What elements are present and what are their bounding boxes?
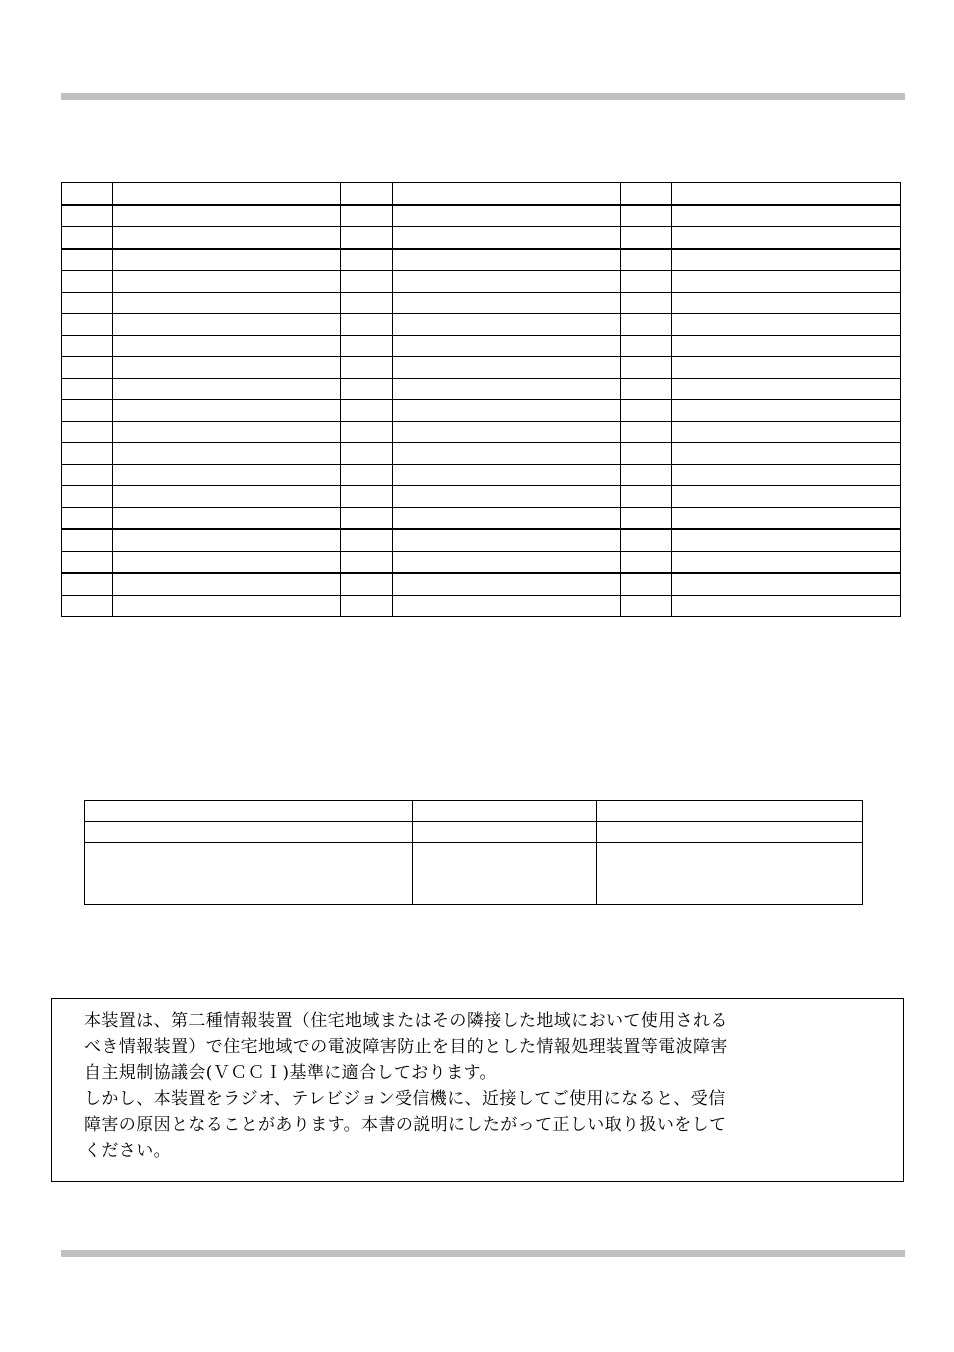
table-row [85,822,863,843]
table-row [62,421,901,443]
table-cell [62,486,113,508]
table-cell [341,464,393,486]
table-cell [113,183,341,205]
table-cell [413,843,597,905]
table-cell [85,822,413,843]
table-cell [341,205,393,227]
table-cell [113,443,341,465]
table-cell [393,378,621,400]
notice-line: 自主規制協議会(ＶＣＣＩ)基準に適合しております。 [84,1063,497,1083]
notice-line: ください。 [84,1141,171,1161]
table-row [62,292,901,314]
table-row [62,357,901,379]
table-cell [62,292,113,314]
table-cell [62,443,113,465]
table-cell [672,443,901,465]
table-cell [672,335,901,357]
table-cell [621,357,672,379]
table-cell [621,551,672,573]
table-cell [393,464,621,486]
table-row [62,443,901,465]
table-cell [672,314,901,336]
table-cell [393,335,621,357]
table-cell [341,421,393,443]
table-row [62,227,901,249]
table-cell [341,249,393,271]
table-cell [393,595,621,617]
table-cell [621,486,672,508]
table-cell [621,595,672,617]
table-row [62,486,901,508]
table-cell [393,183,621,205]
table-cell [393,400,621,422]
table-row [62,595,901,617]
table-cell [341,271,393,293]
table-cell [62,335,113,357]
table-cell [113,464,341,486]
table-cell [672,271,901,293]
table-cell [393,227,621,249]
table-cell [341,551,393,573]
table-cell [672,400,901,422]
table-cell [621,314,672,336]
spec-table [84,800,863,905]
table-cell [393,507,621,529]
table-cell [341,573,393,595]
table-cell [341,595,393,617]
table-cell [113,357,341,379]
table-cell [62,529,113,551]
table-cell [672,551,901,573]
table-row [62,249,901,271]
table-cell [621,400,672,422]
table-cell [113,227,341,249]
table-cell [62,227,113,249]
header-rule [61,93,905,100]
table-cell [672,205,901,227]
table-cell [113,205,341,227]
table-cell [672,292,901,314]
notice-line: 本装置は、第二種情報装置（住宅地域またはその隣接した地域において使用される [84,1011,728,1031]
table-row [85,801,863,822]
table-row [62,507,901,529]
table-cell [113,595,341,617]
table-row [85,843,863,905]
table-cell [341,400,393,422]
blank-grid-table [61,182,901,617]
table-cell [393,443,621,465]
table-cell [672,464,901,486]
table-cell [621,529,672,551]
table-cell [621,292,672,314]
table-cell [393,421,621,443]
table-cell [393,357,621,379]
table-cell [113,529,341,551]
table-cell [393,249,621,271]
table-cell [621,227,672,249]
table-cell [62,378,113,400]
table-cell [393,292,621,314]
table-cell [672,529,901,551]
vcci-notice-box [51,998,904,1182]
table-cell [621,249,672,271]
table-cell [341,507,393,529]
footer-rule [61,1250,905,1257]
table-cell [621,183,672,205]
table-cell [621,271,672,293]
table-cell [672,357,901,379]
table-cell [393,486,621,508]
table-row [62,464,901,486]
table-cell [621,378,672,400]
table-cell [341,183,393,205]
table-cell [62,271,113,293]
table-cell [113,271,341,293]
table-row [62,529,901,551]
table-row [62,551,901,573]
table-cell [113,551,341,573]
table-row [62,378,901,400]
table-cell [62,551,113,573]
table-cell [62,205,113,227]
table-row [62,205,901,227]
table-cell [113,292,341,314]
vcci-notice-text [84,1008,744,1164]
table-row [62,400,901,422]
table-cell [672,227,901,249]
table-cell [341,378,393,400]
table-row [62,271,901,293]
table-cell [621,205,672,227]
table-cell [597,843,863,905]
table-row [62,573,901,595]
table-cell [62,507,113,529]
table-row [62,314,901,336]
table-cell [341,486,393,508]
table-cell [62,183,113,205]
table-cell [621,421,672,443]
table-cell [393,529,621,551]
table-cell [621,464,672,486]
table-cell [113,573,341,595]
table-cell [621,443,672,465]
table-cell [672,486,901,508]
table-cell [672,249,901,271]
table-cell [113,314,341,336]
table-cell [85,843,413,905]
table-cell [621,507,672,529]
table-cell [85,801,413,822]
table-cell [341,314,393,336]
table-cell [62,464,113,486]
table-cell [672,595,901,617]
table-cell [113,486,341,508]
table-cell [393,271,621,293]
table-cell [393,314,621,336]
table-cell [621,573,672,595]
table-cell [341,529,393,551]
table-cell [62,249,113,271]
table-cell [672,507,901,529]
table-cell [113,507,341,529]
table-cell [672,183,901,205]
table-cell [113,421,341,443]
notice-line: 障害の原因となることがあります。本書の説明にしたがって正しい取り扱いをして [84,1115,727,1135]
table-cell [672,573,901,595]
table-cell [62,595,113,617]
table-cell [393,551,621,573]
table-cell [393,573,621,595]
table-cell [62,357,113,379]
notice-line: しかし、本装置をラジオ、テレビジョン受信機に、近接してご使用になると、受信 [84,1089,726,1109]
table-cell [113,378,341,400]
table-row [62,335,901,357]
table-cell [597,822,863,843]
table-row [62,183,901,205]
table-cell [62,421,113,443]
table-cell [413,822,597,843]
table-cell [672,378,901,400]
table-cell [62,314,113,336]
table-cell [621,335,672,357]
table-cell [393,205,621,227]
table-cell [672,421,901,443]
table-cell [113,335,341,357]
notice-line: べき情報装置）で住宅地域での電波障害防止を目的とした情報処理装置等電波障害 [84,1037,728,1057]
table-cell [341,227,393,249]
table-cell [341,335,393,357]
table-cell [597,801,863,822]
table-cell [113,400,341,422]
table-cell [413,801,597,822]
table-cell [341,443,393,465]
table-cell [62,400,113,422]
table-cell [341,292,393,314]
table-cell [113,249,341,271]
table-cell [341,357,393,379]
table-cell [62,573,113,595]
